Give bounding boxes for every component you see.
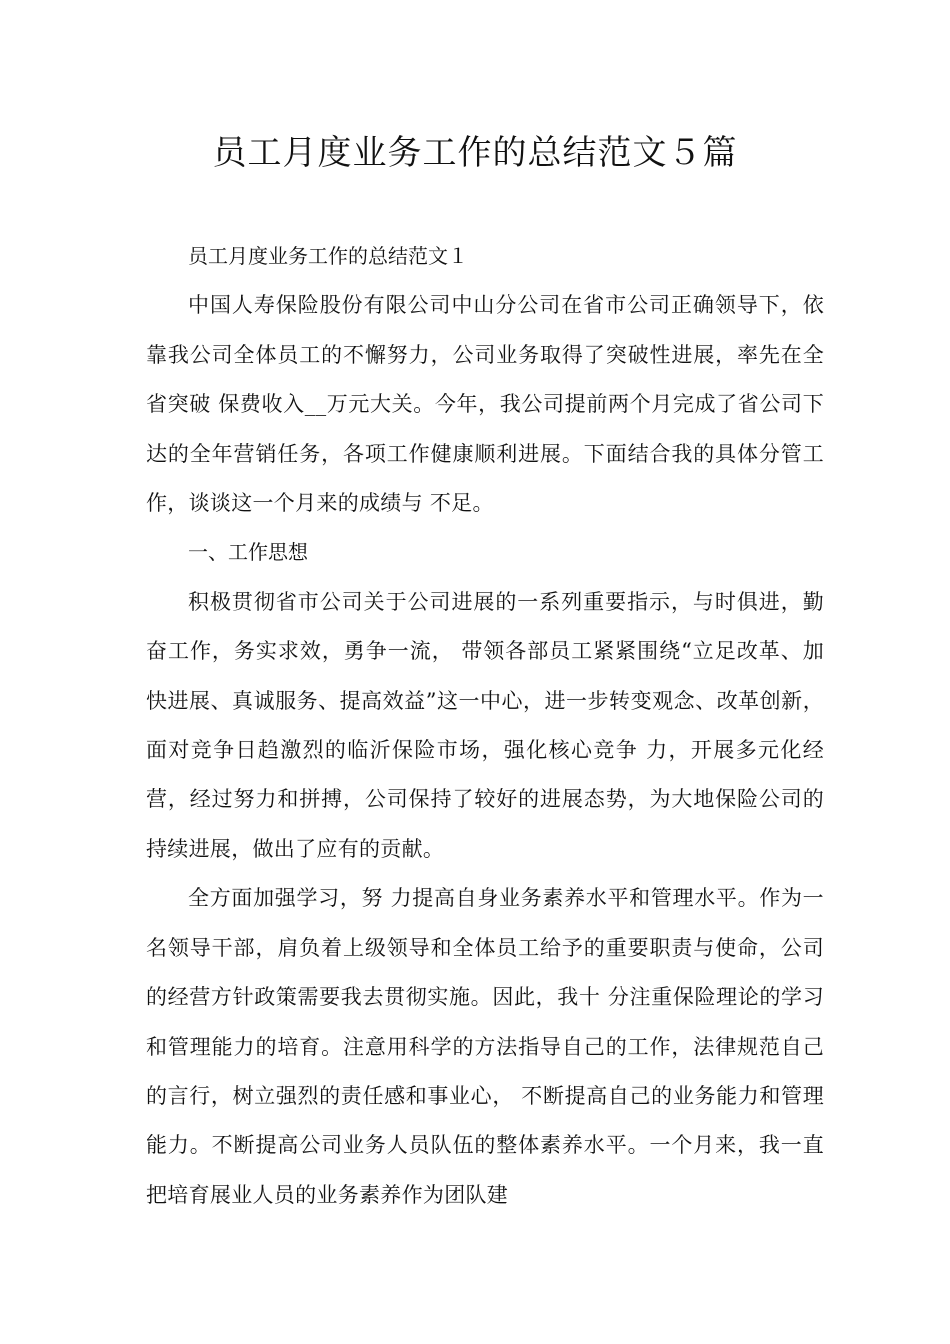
paragraph-1: 中国人寿保险股份有限公司中山分公司在省市公司正确领导下，依靠我公司全体员工的不懈努力，公司业务取得了突破性进展，率先在全省突破 保费收入__万元大关。今年，我公司提前两个月完成了省公司下达的全年营销任务，各项工作健康顺利进展。下面结合我的具体分管工作，谈谈这一个月来的成绩与 不足。: [146, 293, 824, 516]
section-heading: 员工月度业务工作的总结范文１: [188, 244, 468, 268]
document-title: 员工月度业务工作的总结范文５篇: [212, 133, 738, 173]
document-body: [146, 232, 824, 1220]
paragraph-2: 积极贯彻省市公司关于公司进展的一系列重要指示，与时俱进，勤奋工作，务实求效，勇争一流， 带领各部员工紧紧围绕“立足改革、加快进展、真诚服务、提高效益”这一中心，进一步转变观念、改革创新，面对竞争日趋激烈的临沂保险市场，强化核心竞争 力，开展多元化经营，经过努力和拼搏，公司保持了较好的进展态势，为大地保险公司的持续进展，做出了应有的贡献。: [146, 589, 824, 861]
subheading-work-thought: 一、工作思想: [188, 540, 308, 565]
paragraph-3: 全方面加强学习，努 力提高自身业务素养水平和管理水平。作为一名领导干部，肩负着上级领导和全体员工给予的重要职责与使命，公司的经营方针政策需要我去贯彻实施。因此，我十 分注重保险理论的学习和管理能力的培育。注意用科学的方法指导自己的工作，法律规范自己的言行，树立强烈的责任感和事业心， 不断提高自己的业务能力和管理能力。不断提高公司业务人员队伍的整体素养水平。一个月来，我一直把培育展业人员的业务素养作为团队建: [146, 886, 824, 1207]
